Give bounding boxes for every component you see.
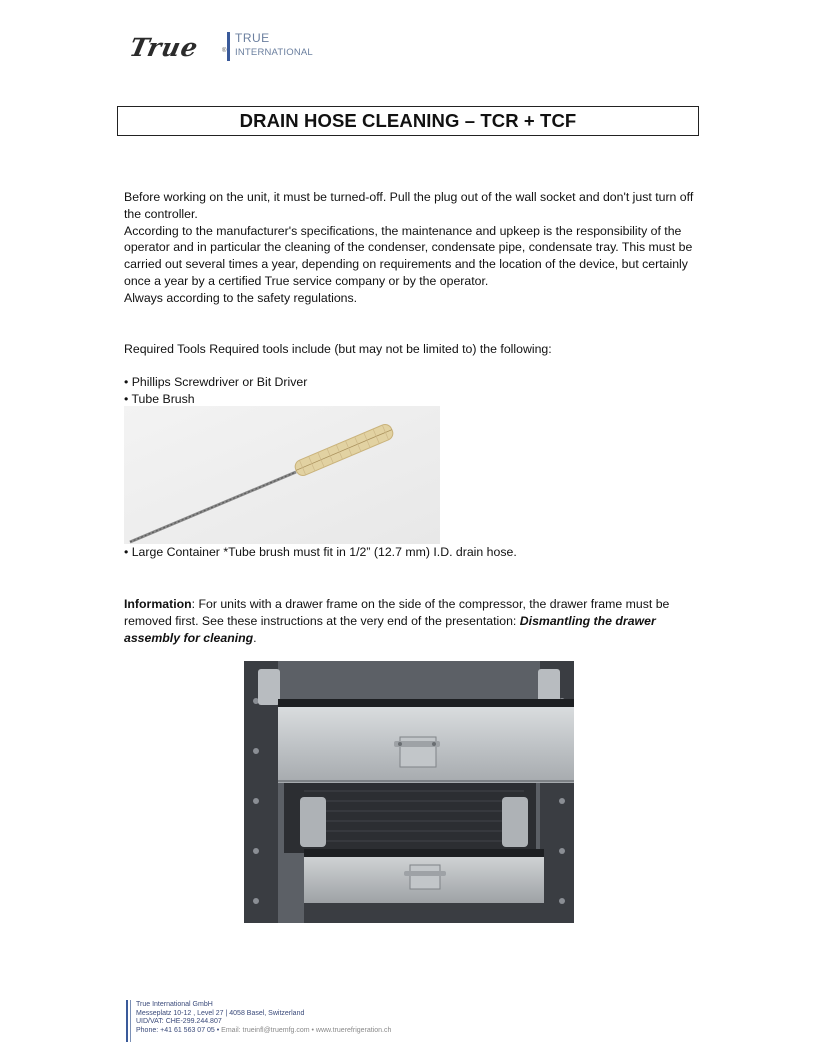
- logo-text-international: INTERNATIONAL: [235, 47, 313, 58]
- information-end: .: [253, 630, 257, 645]
- intro-paragraph-3: Always according to the safety regulations.: [124, 290, 358, 305]
- footer-divider: [126, 1000, 128, 1042]
- intro-paragraph-1: Before working on the unit, it must be turned-off. Pull the plug out of the wall socket and don't just turn off the controller.: [124, 190, 694, 221]
- information-paragraph: [124, 596, 704, 646]
- footer-address: Messeplatz 10-12 , Level 27 | 4058 Basel, Switzerland: [136, 1009, 305, 1017]
- footer-contact: [136, 1001, 391, 1035]
- intro-section: [124, 189, 704, 307]
- logo-text-true: TRUE: [235, 31, 270, 45]
- tools-list: [124, 374, 704, 408]
- page-title: DRAIN HOSE CLEANING – TCR + TCF: [239, 110, 577, 131]
- footer-phone: Phone: +41 61 563 07 05 •: [136, 1026, 220, 1034]
- title-box: [117, 106, 699, 136]
- footer-email-web: Email: trueinfl@truemfg.com • www.truerefrigeration.ch: [219, 1026, 392, 1034]
- logo-registered-mark: ®: [222, 48, 227, 54]
- information-text: : For units with a drawer frame on the side of the compressor, the drawer frame must be removed first. See these instructions at the very end of the presentation:: [124, 597, 670, 628]
- tube-brush-photo: [124, 406, 440, 544]
- logo-divider: [227, 32, 230, 61]
- tools-heading: Required Tools Required tools include (but may not be limited to) the following:: [124, 342, 552, 356]
- tool-item-tube-brush: • Tube Brush: [124, 391, 195, 406]
- intro-paragraph-2: According to the manufacturer's specifications, the maintenance and upkeep is the responsibility of the operator and in particular the cleaning of the condenser, condensate pipe, condensate tray. This must be carried out several times a year, depending on requirements and the location of the device, but certainly once a year by a certified True service company or by the operator.: [124, 223, 693, 288]
- drawer-assembly-photo: [244, 661, 574, 923]
- footer-divider-secondary: [130, 1000, 131, 1042]
- dismantling-reference: Dismantling the drawer assembly for cleaning: [124, 613, 656, 645]
- footer-vat: UID/VAT: CHE-299.244.807: [136, 1018, 222, 1026]
- tool-item-screwdriver: • Phillips Screwdriver or Bit Driver: [124, 375, 308, 389]
- information-label: Information: [124, 597, 192, 611]
- logo-wordmark: True: [126, 33, 202, 62]
- footer-company: True International GmbH: [136, 1001, 213, 1008]
- tool-item-large-container: • Large Container *Tube brush must fit in 1/2” (12.7 mm) I.D. drain hose.: [124, 545, 517, 559]
- true-international-logo: [126, 30, 313, 64]
